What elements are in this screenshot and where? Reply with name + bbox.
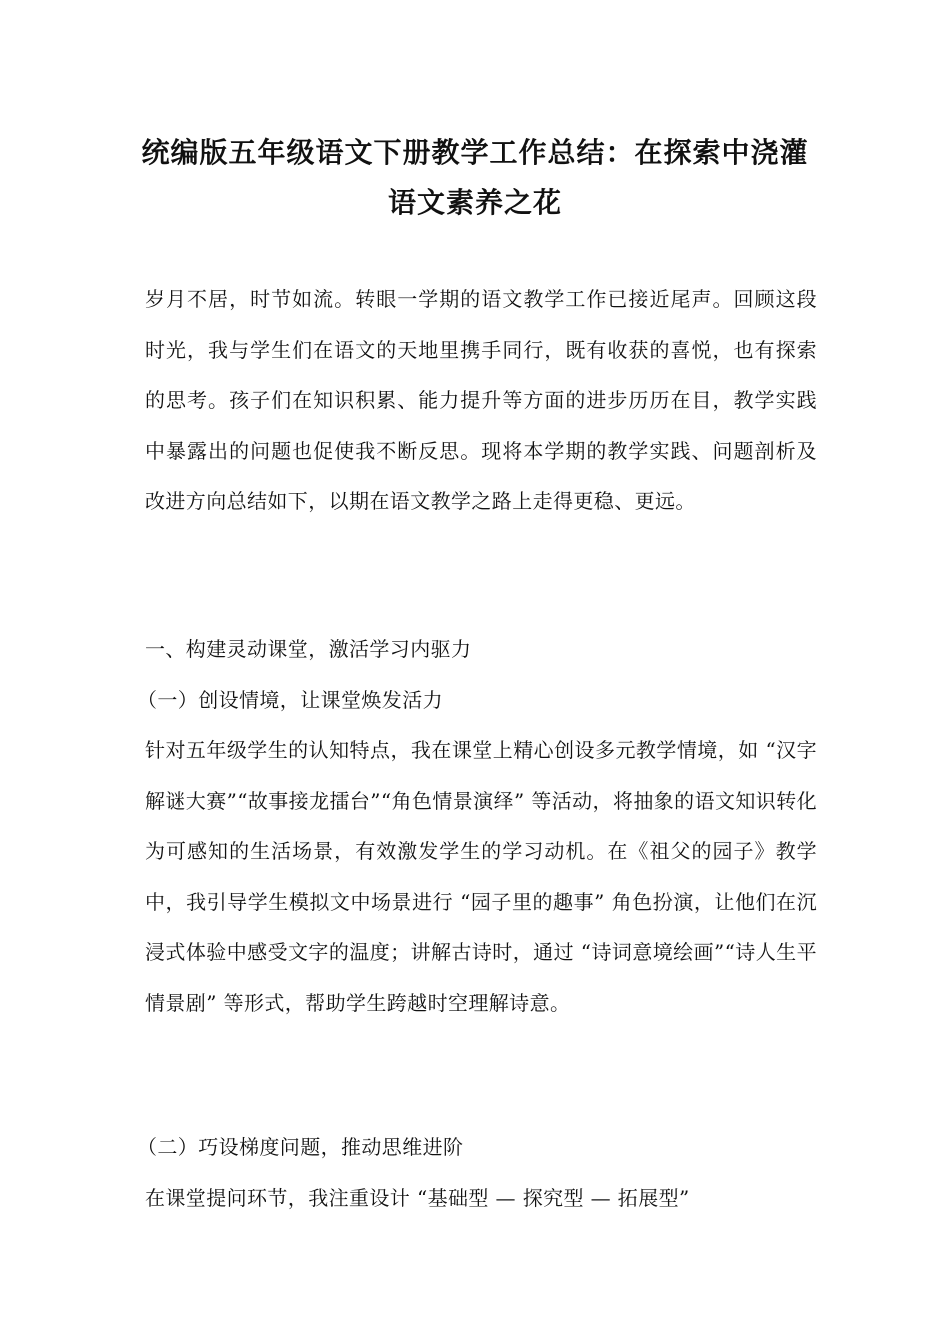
subsection-1-heading: （一）创设情境，让课堂焕发活力: [137, 687, 443, 712]
title-line-2: 语文素养之花: [387, 186, 562, 219]
section-1-heading: 一、构建灵动课堂，激活学习内驱力: [145, 637, 472, 661]
subsection-2-heading: （二）巧设梯度问题，推动思维进阶: [137, 1135, 464, 1159]
subsection-1-paragraph: 针对五年级学生的认知特点，我在课堂上精心创设多元教学情境，如 “汉字解谜大赛”“故事接龙擂台”“角色情景演绎” 等活动，将抽象的语文知识转化为可感知的生活场景，有效激发学生的学习动机。在《祖父的园子》教学中，我引导学生模拟文中场景进行 “园子里的趣事” 角色扮演，让他们在沉浸式体验中感受文字的温度；讲解古诗时，通过 “诗词意境绘画”“诗人生平情景剧” 等形式，帮助学生跨越时空理解诗意。: [145, 738, 817, 1015]
intro-block: [145, 274, 817, 527]
title-line-1: 统编版五年级语文下册教学工作总结：在探索中浇灌: [141, 136, 809, 169]
subsection-2-paragraph: 在课堂提问环节，我注重设计 “基础型 — 探究型 — 拓展型”: [145, 1185, 690, 1210]
document-title: [120, 128, 830, 228]
section-1: [137, 624, 817, 1028]
subsection-2: [137, 1122, 817, 1223]
intro-paragraph: 岁月不居，时节如流。转眼一学期的语文教学工作已接近尾声。回顾这段时光，我与学生们在语文的天地里携手同行，既有收获的喜悦，也有探索的思考。孩子们在知识积累、能力提升等方面的进步历历在目，教学实践中暴露出的问题也促使我不断反思。现将本学期的教学实践、问题剖析及改进方向总结如下，以期在语文教学之路上走得更稳、更远。: [145, 287, 817, 513]
